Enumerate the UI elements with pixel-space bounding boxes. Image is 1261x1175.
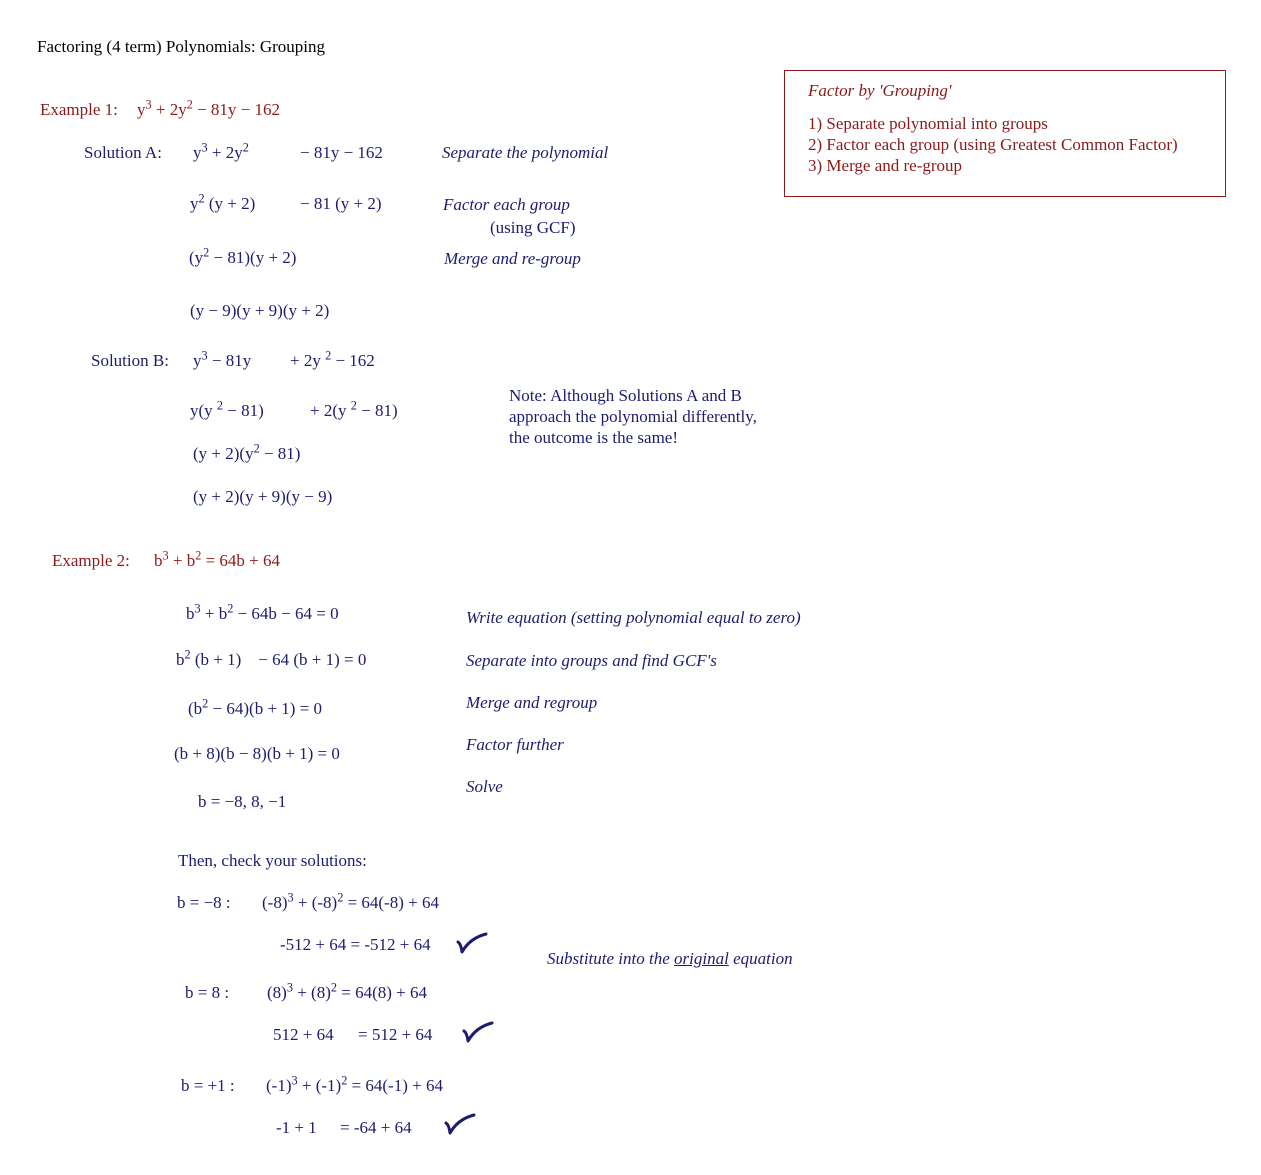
sol-b-step1-group1: $y^3 - 81y$: [193, 348, 252, 370]
ex2-solution: b = −8, 8, −1: [198, 792, 287, 811]
grouping-steps-box: [784, 70, 1226, 197]
example2-equation: $b^3 + b^2 = 64b + 64$: [154, 548, 281, 570]
ex2-step3: $(b^2 - 64)(b + 1) = 0$: [188, 696, 323, 718]
note-solve: Solve: [466, 777, 503, 796]
check3-result-left: -1 + 1: [276, 1118, 317, 1137]
sol-a-step1-group1: $y^3 + 2y^2$: [193, 140, 249, 162]
example2-label: Example 2:: [52, 551, 130, 570]
note-merge: Merge and re-group: [444, 249, 581, 268]
ex2-step1: $b^3 + b^2 - 64b - 64 = 0$: [186, 601, 339, 623]
note-separate-gcf: Separate into groups and find GCF's: [466, 651, 717, 670]
note-factor-further: Factor further: [466, 735, 564, 754]
example1-polynomial: $y^3 + 2y^2 - 81y - 162$: [137, 97, 281, 119]
box-step-3: 3) Merge and re-group: [808, 156, 963, 175]
note-substitute: [547, 949, 793, 969]
note-separate: Separate the polynomial: [442, 143, 609, 162]
check2-result-left: 512 + 64: [273, 1025, 334, 1044]
note-substitute-original: original: [674, 949, 729, 968]
note-gcf: (using GCF): [490, 218, 576, 237]
check-intro: Then, check your solutions:: [178, 851, 367, 870]
check1-substitution: $(-8)^3 + (-8)^2 = 64(-8) + 64$: [262, 890, 439, 912]
sol-a-step1-group2: − 81y − 162: [300, 143, 383, 162]
sol-b-result: (y + 2)(y + 9)(y − 9): [193, 487, 333, 506]
sol-a-step3: $(y^2 - 81)(y + 2)$: [189, 245, 297, 267]
sol-a-step2-group1: $y^2$ (y + 2): [190, 191, 256, 213]
note-ab-line3: the outcome is the same!: [509, 428, 679, 447]
check3-substitution: $(-1)^3 + (-1)^2 = 64(-1) + 64$: [266, 1073, 443, 1095]
sol-b-step1-group2: + 2y $^2$ − 162: [290, 348, 375, 370]
checkmark-icon: [462, 1021, 494, 1043]
checkmark-icon: [444, 1113, 476, 1135]
sol-b-step2-group2: + 2(y $^2$ − 81): [310, 398, 398, 420]
check3-label: b = +1 :: [181, 1076, 235, 1095]
note-ab-line1: Note: Although Solutions A and B: [509, 386, 742, 405]
sol-a-result: (y − 9)(y + 9)(y + 2): [190, 301, 330, 320]
solution-b-label: Solution B:: [91, 351, 169, 370]
check3-result-right: = -64 + 64: [340, 1118, 412, 1137]
box-step-1: 1) Separate polynomial into groups: [808, 114, 1048, 133]
ex2-step4: (b + 8)(b − 8)(b + 1) = 0: [174, 744, 340, 763]
sol-b-step2-group1: y(y $^2$ − 81): [190, 398, 264, 420]
note-substitute-pre: Substitute into the: [547, 949, 675, 968]
ex2-step2: $b^2$ (b + 1) − 64 (b + 1) = 0: [176, 647, 367, 669]
note-ab-line2: approach the polynomial differently,: [509, 407, 757, 426]
page-title: Factoring (4 term) Polynomials: Grouping: [37, 37, 326, 56]
check2-result-right: = 512 + 64: [358, 1025, 433, 1044]
sol-b-step3: $(y + 2)(y^2 - 81)$: [193, 441, 301, 463]
checkmark-icon: [456, 932, 488, 954]
box-step-2: 2) Factor each group (using Greatest Common Factor): [808, 135, 1178, 154]
solution-a-label: Solution A:: [84, 143, 162, 162]
check2-label: b = 8 :: [185, 983, 230, 1002]
note-write: Write equation (setting polynomial equal to zero): [466, 608, 801, 627]
check1-result: -512 + 64 = -512 + 64: [280, 935, 431, 954]
check2-substitution: $(8)^3 + (8)^2 = 64(8) + 64$: [267, 980, 427, 1002]
note-substitute-post: equation: [728, 949, 793, 968]
note-factor: Factor each group: [443, 195, 570, 214]
sol-a-step2-group2: − 81 (y + 2): [300, 194, 382, 213]
box-heading: Factor by 'Grouping': [808, 81, 952, 100]
example1-label: Example 1:: [40, 100, 118, 119]
note-merge-regroup: Merge and regroup: [466, 693, 598, 712]
check1-label: b = −8 :: [177, 893, 231, 912]
